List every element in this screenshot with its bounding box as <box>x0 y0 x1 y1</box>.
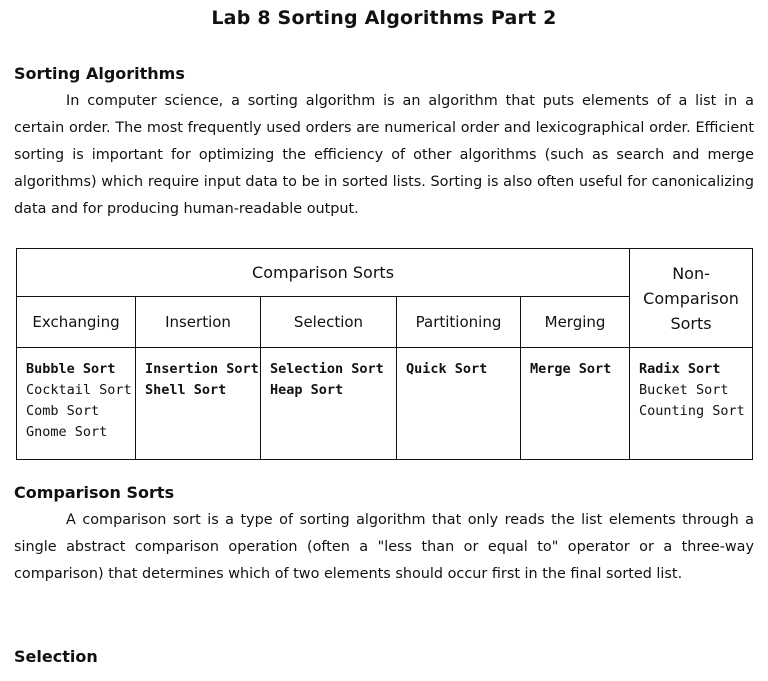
non-comparison-header-line: Comparison <box>643 288 739 308</box>
non-comparison-header-line: Sorts <box>670 313 712 333</box>
comparison-sorts-paragraph <box>14 507 754 588</box>
section-heading-sorting-algorithms: Sorting Algorithms <box>14 64 185 83</box>
algorithm-name: Gnome Sort <box>26 424 108 440</box>
sorting-algorithms-text: In computer science, a sorting algorithm is an algorithm that puts elements of a list in a certain order. The most frequently used orders are numerical order and lexicographical order. Efficient sorting is important for optimizing the efficiency of other algorithms (such as search and merge algorithms) which require input data to be in sorted lists. Sorting is also often useful for canonicalizing data and for producing human-readable output. <box>14 93 754 217</box>
algorithm-name: Insertion Sort <box>145 361 259 377</box>
partitioning-header: Partitioning <box>397 297 521 348</box>
merging-cell <box>521 348 630 460</box>
section-heading-selection: Selection <box>14 647 98 666</box>
insertion-header: Insertion <box>136 297 261 348</box>
comparison-sorts-header: Comparison Sorts <box>17 249 630 297</box>
comparison-sorts-text: A comparison sort is a type of sorting algorithm that only reads the list elements through a single abstract comparison operation (often a "less than or equal to" operator or a three-way comparison) that determines which of two elements should occur first in the final sorted list. <box>14 512 754 582</box>
algorithm-name: Bubble Sort <box>26 361 116 377</box>
exchanging-cell <box>17 348 136 460</box>
algorithm-name: Radix Sort <box>639 361 721 377</box>
algorithm-name: Quick Sort <box>406 361 488 377</box>
non-comparison-cell <box>630 348 753 460</box>
exchanging-header: Exchanging <box>17 297 136 348</box>
algorithm-name: Merge Sort <box>530 361 612 377</box>
algorithm-name: Cocktail Sort <box>26 382 132 398</box>
non-comparison-sorts-header <box>630 249 753 348</box>
section-heading-comparison-sorts: Comparison Sorts <box>14 483 175 502</box>
non-comparison-header-line: Non- <box>672 263 710 283</box>
algorithm-name: Bucket Sort <box>639 382 729 398</box>
page-title: Lab 8 Sorting Algorithms Part 2 <box>211 7 557 29</box>
algorithm-name: Counting Sort <box>639 403 745 419</box>
sorting-algorithms-paragraph <box>14 88 754 223</box>
partitioning-cell <box>397 348 521 460</box>
algorithm-name: Comb Sort <box>26 403 100 419</box>
algorithm-name: Heap Sort <box>270 382 344 398</box>
algorithm-name: Shell Sort <box>145 382 227 398</box>
algorithm-name: Selection Sort <box>270 361 384 377</box>
insertion-cell <box>136 348 261 460</box>
sort-classification-table <box>16 248 753 460</box>
selection-cell <box>261 348 397 460</box>
merging-header: Merging <box>521 297 630 348</box>
selection-header: Selection <box>261 297 397 348</box>
